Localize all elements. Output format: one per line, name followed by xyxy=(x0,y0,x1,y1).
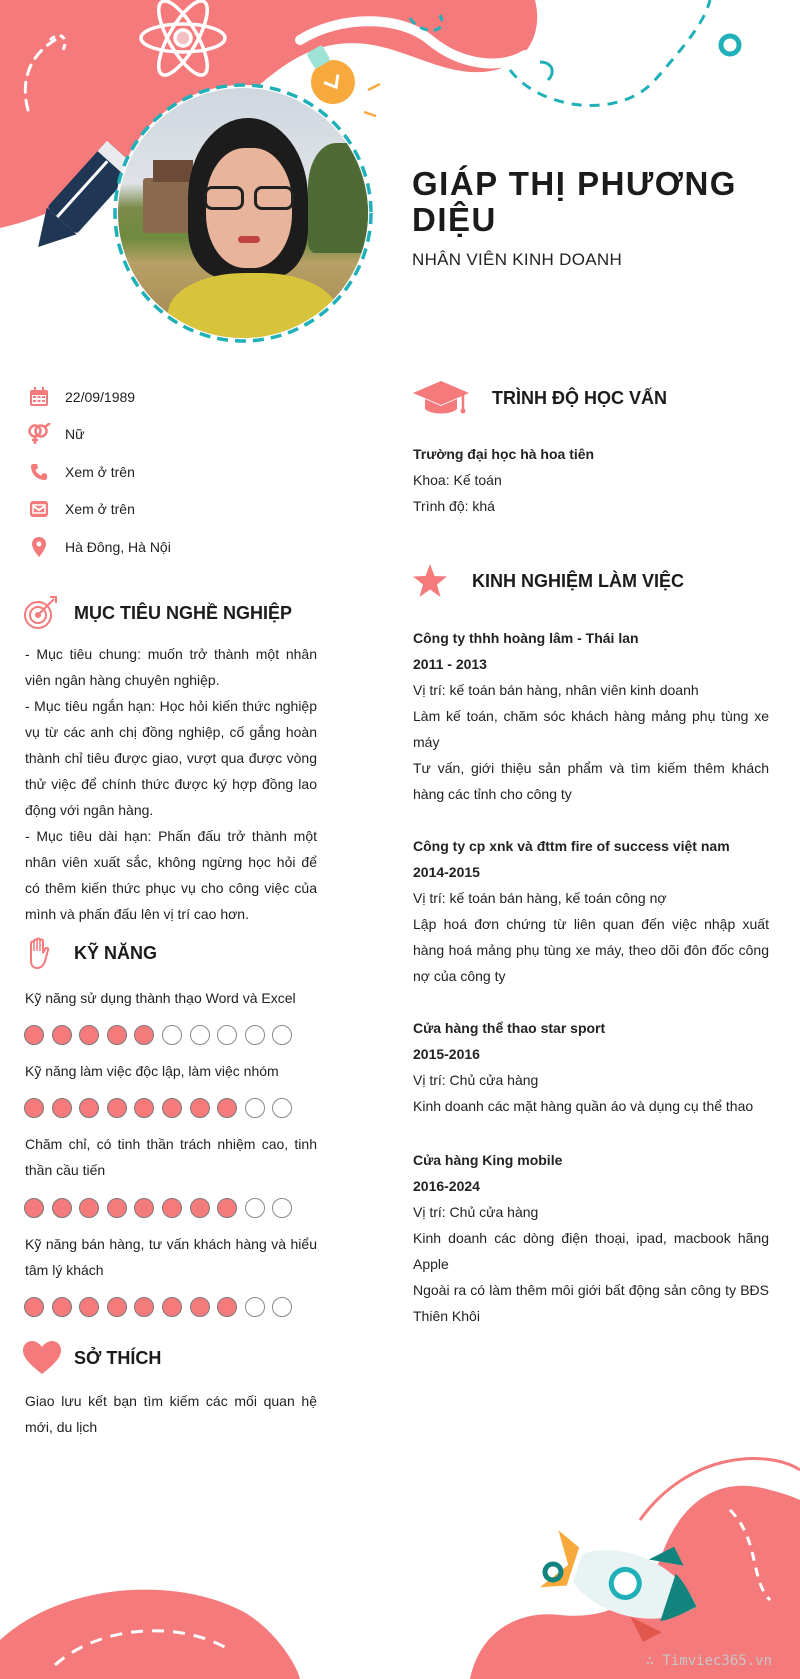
rating-dot-empty xyxy=(245,1025,265,1045)
rating-dot-filled xyxy=(24,1025,44,1045)
contact-address xyxy=(26,535,171,559)
watermark: ∴ Timviec365.vn xyxy=(645,1653,772,1669)
rating-dot-filled xyxy=(52,1025,72,1045)
rating-dot-filled xyxy=(79,1025,99,1045)
job-line: Vị trí: kế toán bán hàng, kế toán công nợ xyxy=(413,890,667,906)
rating-dot-empty xyxy=(245,1198,265,1218)
rating-dot-filled xyxy=(79,1198,99,1218)
job-entry xyxy=(413,1015,769,1119)
gender-icon xyxy=(26,422,52,446)
objective-title: MỤC TIÊU NGHỀ NGHIỆP xyxy=(74,602,293,623)
rating-dot-filled xyxy=(107,1098,127,1118)
hobbies-heading xyxy=(22,1340,161,1376)
rating-dot-filled xyxy=(24,1198,44,1218)
skill-rating xyxy=(24,1198,300,1218)
skill-rating xyxy=(24,1297,300,1317)
job-line: Vị trí: Chủ cửa hàng xyxy=(413,1204,539,1220)
job-line: Vị trí: Chủ cửa hàng xyxy=(413,1072,539,1088)
education-school: Trường đại học hà hoa tiên xyxy=(413,446,595,462)
rating-dot-filled xyxy=(162,1198,182,1218)
rating-dot-filled xyxy=(134,1198,154,1218)
email-icon xyxy=(26,497,52,521)
job-company: Cửa hàng thể thao star sport xyxy=(413,1020,606,1036)
job-title: NHÂN VIÊN KINH DOANH xyxy=(412,250,623,269)
job-line: Kinh doanh các mặt hàng quần áo và dụng cụ thể thao xyxy=(413,1098,754,1114)
skill-rating xyxy=(24,1098,300,1118)
objective-line: - Mục tiêu ngắn hạn: Học hỏi kiến thức nghiệp vụ từ các anh chị đồng nghiệp, cố gắng hoàn thành chỉ tiêu được giao, vượt qua được vòng thử việc để chính thức được ký hợp đồng lao động với ngân hàng. xyxy=(25,698,317,818)
star-icon xyxy=(412,563,448,599)
rating-dot-empty xyxy=(162,1025,182,1045)
contact-birthdate xyxy=(26,385,135,409)
hobbies-title: SỞ THÍCH xyxy=(74,1347,162,1368)
hand-icon xyxy=(22,935,58,971)
email-text: Xem ở trên xyxy=(65,501,135,517)
calendar-icon xyxy=(26,385,52,409)
education-title: TRÌNH ĐỘ HỌC VẤN xyxy=(492,387,667,408)
objective-heading xyxy=(22,595,292,631)
rating-dot-filled xyxy=(79,1297,99,1317)
rating-dot-filled xyxy=(190,1198,210,1218)
job-entry xyxy=(413,625,769,807)
location-pin-icon xyxy=(26,535,52,559)
phone-text: Xem ở trên xyxy=(65,464,135,480)
rating-dot-filled xyxy=(134,1025,154,1045)
rating-dot-empty xyxy=(272,1198,292,1218)
skills-heading xyxy=(22,935,157,971)
job-company: Công ty cp xnk và đttm fire of success việt nam xyxy=(413,838,730,854)
experience-heading xyxy=(412,563,684,599)
job-period: 2016-2024 xyxy=(413,1178,480,1194)
skill-label: Kỹ năng làm việc độc lập, làm việc nhóm xyxy=(25,1063,279,1079)
skills-title: KỸ NĂNG xyxy=(74,942,158,963)
rating-dot-filled xyxy=(134,1098,154,1118)
education-heading xyxy=(412,378,667,418)
rating-dot-filled xyxy=(134,1297,154,1317)
job-entry xyxy=(413,833,769,989)
rating-dot-empty xyxy=(245,1297,265,1317)
rating-dot-empty xyxy=(217,1025,237,1045)
rating-dot-empty xyxy=(272,1297,292,1317)
rating-dot-filled xyxy=(217,1297,237,1317)
rating-dot-filled xyxy=(107,1025,127,1045)
job-line: Ngoài ra có làm thêm môi giới bất động sản công ty BĐS Thiên Khôi xyxy=(413,1282,769,1324)
education-faculty: Khoa: Kế toán xyxy=(413,472,502,488)
education-level: Trình độ: khá xyxy=(413,498,495,514)
skill-rating xyxy=(24,1025,300,1045)
rating-dot-filled xyxy=(162,1297,182,1317)
rating-dot-filled xyxy=(217,1098,237,1118)
contact-email xyxy=(26,497,135,521)
job-line: Làm kế toán, chăm sóc khách hàng mảng phụ tùng xe máy xyxy=(413,708,769,750)
rating-dot-filled xyxy=(52,1198,72,1218)
candidate-name: GIÁP THỊ PHƯƠNG DIỆU xyxy=(412,165,737,238)
rating-dot-filled xyxy=(190,1297,210,1317)
job-period: 2015-2016 xyxy=(413,1046,480,1062)
objective-text xyxy=(25,641,317,927)
rating-dot-empty xyxy=(190,1025,210,1045)
rating-dot-empty xyxy=(245,1098,265,1118)
objective-line: - Mục tiêu chung: muốn trở thành một nhân viên ngân hàng chuyên nghiệp. xyxy=(25,646,317,688)
job-entry xyxy=(413,1147,769,1329)
address-text: Hà Đông, Hà Nội xyxy=(65,539,171,555)
gender-text: Nữ xyxy=(65,426,85,442)
job-line: Lập hoá đơn chứng từ liên quan đến việc nhập xuất hàng hoá mảng phụ tùng xe máy, theo dõi đôn đốc công nợ của công ty xyxy=(413,916,769,984)
job-line: Tư vấn, giới thiệu sản phẩm và tìm kiếm thêm khách hàng các tỉnh cho công ty xyxy=(413,760,769,802)
profile-photo xyxy=(118,88,368,338)
skill-label: Kỹ năng bán hàng, tư vấn khách hàng và hiểu tâm lý khách xyxy=(25,1236,317,1278)
job-period: 2014-2015 xyxy=(413,864,480,880)
job-company: Công ty thhh hoàng lâm - Thái lan xyxy=(413,630,639,646)
contact-gender xyxy=(26,422,84,446)
rating-dot-filled xyxy=(24,1098,44,1118)
rating-dot-filled xyxy=(107,1198,127,1218)
rating-dot-empty xyxy=(272,1098,292,1118)
rating-dot-filled xyxy=(52,1098,72,1118)
rating-dot-filled xyxy=(217,1198,237,1218)
rating-dot-filled xyxy=(162,1098,182,1118)
rating-dot-filled xyxy=(79,1098,99,1118)
skill-label: Chăm chỉ, có tinh thần trách nhiệm cao, tinh thần cầu tiến xyxy=(25,1136,317,1178)
job-line: Kinh doanh các dòng điện thoại, ipad, macbook hãng Apple xyxy=(413,1230,769,1272)
objective-line: - Mục tiêu dài hạn: Phấn đấu trở thành một nhân viên xuất sắc, không ngừng học hỏi để có thêm kiến thức phục vụ cho công việc của mình và phấn đấu lên vị trí cao hơn. xyxy=(25,828,317,922)
skill-label: Kỹ năng sử dụng thành thạo Word và Excel xyxy=(25,990,296,1006)
rating-dot-filled xyxy=(24,1297,44,1317)
rating-dot-filled xyxy=(190,1098,210,1118)
hobbies-text: Giao lưu kết bạn tìm kiếm các mối quan hệ mới, du lịch xyxy=(25,1393,317,1435)
heart-icon xyxy=(22,1340,62,1376)
job-period: 2011 - 2013 xyxy=(413,656,487,672)
job-line: Vị trí: kế toán bán hàng, nhân viên kinh doanh xyxy=(413,682,699,698)
contact-phone xyxy=(26,460,135,484)
graduation-cap-icon xyxy=(412,378,470,418)
experience-title: KINH NGHIỆM LÀM VIỆC xyxy=(472,570,685,591)
rating-dot-filled xyxy=(107,1297,127,1317)
phone-icon xyxy=(26,460,52,484)
rating-dot-empty xyxy=(272,1025,292,1045)
birthdate-text: 22/09/1989 xyxy=(65,389,136,405)
target-icon xyxy=(22,595,58,631)
job-company: Cửa hàng King mobile xyxy=(413,1152,563,1168)
rating-dot-filled xyxy=(52,1297,72,1317)
